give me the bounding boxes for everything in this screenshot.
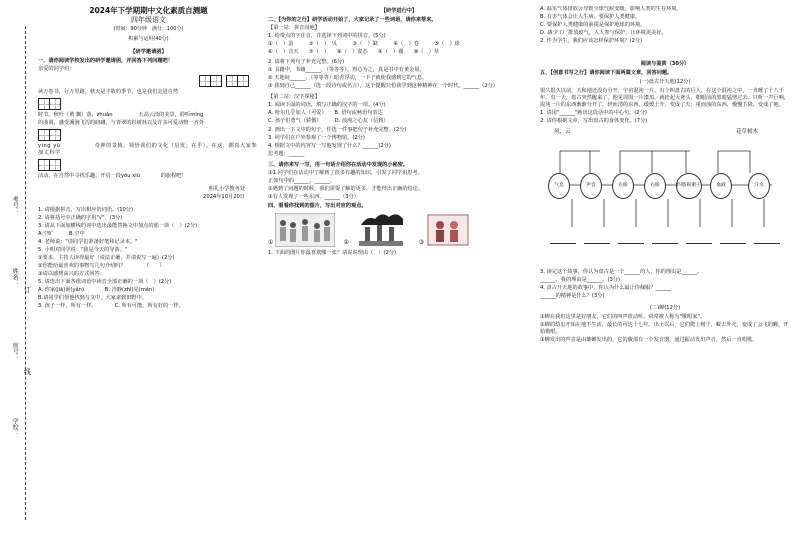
pictures-row: [268, 213, 530, 247]
left-body: [38, 6, 259, 540]
invite-para-1: 读万卷书，行万里路。秋天是丰收的季节，也是我们走进自然: [38, 89, 179, 96]
mid-q6b: 正如句中的______，______。: [268, 178, 336, 185]
piece1-text: 很久很久以前，天和地还没有分开，宇宙混沌一片。有个叫盘古的巨人，在这个混沌之中，一直睡了十八千年。有一天，盘古突然醒来了。他见周围一片漆黑，就抡起大斧头，朝眼前的黑暗猛劈过去。只听一声巨响，混沌一片的东西渐渐分开了。轻而清的东西，缓缓上升，变成了天；重而浊的东西，慢慢下降，变成了地。: [540, 88, 790, 109]
right-rq3: 3. 读完这个故事，你认为盘古是一个______的人，你的理由是______。: [540, 269, 703, 276]
piece2-para: ③蝉发出的声音是由雄蝉发出的，它的腹部有一个发音器，通过振动发出声音，然后一直唱歌。: [540, 337, 758, 344]
left-question: ①要求，主持人读得最好（说法正确，并请说写一遍）(2分): [38, 255, 175, 262]
q2-heading: 二、【为你的之行】研学活动开始了，大家记录了一些词语，请你来帮来。: [268, 17, 437, 24]
part1-title: 【第一站：拼音园地】: [268, 25, 320, 32]
answer-blank[interactable]: [584, 237, 610, 244]
left-question: A. 你家(jiā)诞(yán) B. 冷静(zhǐ)晃(mén): [38, 287, 155, 294]
left-question: 3. 请从下面加横线的词中选出最能替换文中加点的那一项（ ）(2分): [38, 223, 198, 230]
tianzi-box[interactable]: [38, 98, 61, 110]
signature-date: 2024年10月20日: [203, 194, 245, 201]
q5-heading: 五、【创意书写之行】请你阅读下面两篇文章，回答问题。: [540, 70, 673, 77]
invite-para-2: 时节。秋叶（黄 飘）落，zhuǎn 天高云淡的美景，聆听mìnɡ: [38, 112, 204, 119]
right-opt-c: C. 要保护人类健康的前提是保护地球的环境。: [540, 22, 646, 29]
piece1-title: (一)盘古开天地(12分): [639, 79, 691, 86]
pangu-diagram: [540, 127, 790, 267]
mid-q3-opt: C. 孩子们勇气（骄傲） D. 浪漫之心友（信到）: [268, 118, 389, 125]
label-xian: 线: [23, 368, 32, 375]
left-question: ②你能给最喜欢的事物写几句介绍吗？ （ ）: [38, 263, 165, 270]
invite-para-5: 活动，在自然中寻找乐趣，开启一段yōu xiù 的旅程吧！: [38, 173, 187, 180]
middle-column: [268, 6, 530, 540]
section-invite: 【研学邀请函】: [130, 49, 167, 56]
piece2-title: (二)蝉(12分): [649, 305, 681, 312]
mid-q1: 1. 给带点的字注音，并选择下列词中的拼音。(5分): [268, 33, 386, 40]
part2-title: 【第二站：汉字探秘】: [268, 94, 320, 101]
mid-q3: 1. 阅读下面的词语，填写正确的汉字的一项。(4分): [268, 102, 386, 109]
left-question-list: [38, 207, 259, 310]
tianzi-box[interactable]: [38, 159, 61, 171]
tianzi-box[interactable]: [199, 75, 222, 87]
answer-blank[interactable]: [686, 237, 712, 244]
picture-label: ①: [268, 239, 274, 247]
left-question: 4. 老师说："请同学们准备好笔和记录本。": [38, 239, 138, 246]
picture-2: [343, 213, 410, 247]
answer-blank[interactable]: [652, 237, 678, 244]
score-line: 积累与运用(40分): [128, 36, 169, 43]
exam-title: 2024年下学期期中文化素质自测题: [89, 6, 208, 15]
factory-chimney-icon: [351, 213, 411, 247]
binding-margin: [4, 6, 36, 540]
label-ding: 订: [23, 286, 32, 293]
q4-heading: 四、看看你找到的图片，写出对应的观点。: [268, 203, 367, 210]
left-question: 5. 请选出下面各组词语中读音全部正确的一项（ ）(2分): [38, 279, 172, 286]
left-question: 3. 孩子一样，所有一样。 C. 所有可能，所有好的一样。: [38, 303, 184, 310]
label-kaohao: 考号：: [11, 196, 19, 214]
mid-q6d: ③有人发现了一些东西。______（3分）: [268, 194, 359, 201]
reading-title: 阅读与鉴赏（30分）: [640, 61, 690, 68]
right-opt-b: B. 有害气体会让人生病，要保护人类健康。: [540, 14, 641, 21]
diagram-node: 汗水: [748, 173, 770, 199]
diagram-top-label: 风、云: [554, 129, 571, 136]
picture-3: [419, 213, 470, 247]
piece2-para: ②蝉的幼虫开始在地下生活，最长的可达十七年。出土以后，它们爬上树干，蜕去外壳，变成了会飞的蝉，开始歌唱。: [540, 322, 789, 336]
mid-q2: 2. 请将下列句子补充完整。(6分): [268, 59, 345, 66]
picture-label: ②: [343, 239, 349, 247]
mid-q5b: 4. 根据文中的内容写一写他发现了什么？______(2分): [268, 143, 391, 150]
crowd-picture-icon: [275, 213, 335, 247]
picture-label: ③: [418, 239, 425, 247]
mid-q2-row: ① 书籍中，书籍______，（等等等）。得心为之，真是书中有黄金屋。: [268, 67, 425, 74]
diagram-answer-blanks: [550, 237, 780, 244]
label-xingming: 姓名：: [11, 268, 19, 286]
left-question: A.空旷 B.空中: [38, 231, 85, 238]
tianzi-row-4: [38, 159, 259, 171]
invite-para-4: yìng yū 奇神的景致，领悟我们的文化（启发；在乎）。在这，都真大家参加丈科学: [38, 143, 258, 157]
diagram-node: 左眼: [612, 173, 634, 199]
left-column: [4, 6, 259, 540]
mid-q5c: 思考题：______: [268, 151, 305, 158]
answer-blank[interactable]: [618, 237, 644, 244]
people-picture-icon: [426, 213, 470, 247]
invite-para-3: 的曲调，感受溪涧飞泻的磅礴，与青翠的杉树林以及许多可爱动物一齐外: [38, 120, 205, 127]
tianzi-row-2: [38, 98, 259, 110]
diagram-node: 右眼: [644, 173, 666, 199]
picture-1: [268, 213, 335, 247]
mid-q3-opt: A. 哈尔几乎加人（可爱） B. 语句流畅语句表达: [268, 110, 383, 117]
salutation: 亲爱的同学们：: [38, 66, 75, 73]
left-question: 2. 请将括号中正确的字用"√"。(3分): [38, 215, 123, 222]
answer-blank[interactable]: [720, 237, 746, 244]
right-q2: 2. 作为学生，我们应该怎样保护环境？(2分): [540, 38, 643, 45]
mid-q6c: ②遇到了问题的时候，我们需要了解的更多，才能得出正确的结论。: [268, 186, 424, 193]
q1-heading: 一、请你阅读学校发出的研学邀请函，并回答下列问题吧！: [38, 58, 173, 65]
exam-subtitle: 四年级语文: [131, 16, 166, 25]
left-question: ③请以感到高兴的方式回答：: [38, 271, 105, 278]
q3-heading: 三、请你来写一写，用一句话介绍你在活动中发现的小秘密。: [268, 162, 409, 169]
tianzi-row-1: [38, 75, 249, 87]
mid-q1-row: ⑥（ ）音天 ⑦（ ） ⑧（ ）姿态 ⑨（ ）谢 ⑩（ ）草: [268, 49, 440, 56]
diagram-node: 气息: [548, 173, 570, 199]
right-opt-a: A. 温室气体排放会导致全球气候变暖，影响人类的生存环境。: [540, 6, 682, 12]
right-column: [540, 6, 790, 540]
diagram-node: 声音: [580, 173, 602, 199]
tianzi-row-3: [38, 129, 259, 141]
diagram-top-label: 花草树木: [736, 129, 759, 136]
label-xuexiao: 学校：: [11, 418, 19, 436]
right-rq2: 2. 请你根据文章，写出盘古的身体变化。(7分): [540, 118, 648, 125]
mid-q4: 2. 画出一下文中的句子，任选一件事把句子补充完整。(2分): [268, 127, 407, 134]
mid-q1-row: ①（ ）蛋 ②（ ） 贝 ③（ ）缺 ④（ ）卷 ⑤（ ）球: [268, 41, 460, 48]
left-question: 1. 请根据拼音，写出相应的词语。(10分): [38, 207, 134, 214]
mid-q5: 3. 同学们在户外参观了一个博物馆。(2分): [268, 135, 365, 142]
diagram-node: 四肢和躯干: [676, 173, 702, 199]
answer-blank[interactable]: [550, 237, 576, 244]
right-rq4: 4. 盘古开天地的故事中，你认为什么最让你佩服？______: [540, 285, 672, 292]
piece2-para: ①蝉在我们这里是好朋友，它们的叫声很动听，常常被人称为"歌唱家"。: [540, 314, 706, 321]
diagram-node: 血液: [710, 173, 732, 199]
signature-name: 明礼小学教务处: [208, 186, 245, 193]
left-question: 5. 小明对同学说："我是今天的导游。": [38, 247, 128, 254]
cut-line: [25, 26, 26, 520]
right-rq3b: ______，我的理由是______。(3分): [540, 277, 620, 284]
label-zuohao: 座号：: [11, 342, 19, 360]
right-rq1: 1. 请用"______"画出这段话中的中心句。(2分): [540, 110, 647, 117]
answer-blank[interactable]: [754, 237, 780, 244]
right-opt-d: D. 减少工厂排放废气，人人参与保护，让环境更美好。: [540, 30, 667, 37]
exam-meta: (时间：90分钟 满分：100分): [113, 25, 184, 32]
mid-q6: ①1.同学们在活动中了解到了很多有趣的知识，引发了同学们思考。: [268, 170, 423, 177]
section-in-progress: 【研学进行中】: [380, 8, 418, 14]
right-rq4b: ______的精神是什么？(3分): [540, 293, 605, 300]
tianzi-box[interactable]: [38, 129, 61, 141]
mid-q2-row: ② 天地间______，（等等等）暗香浮动，一下子就使我感到它的气息。: [268, 75, 428, 82]
mid-q7: 1. 下面的图片你最喜欢哪一张？请说说理由（ ）(2分): [268, 250, 397, 257]
mid-q2-row: ③ 我到自己______（选一段诗句或名言），这个提醒只怕我学到这种精神在一个时代。______（2分）: [268, 83, 499, 90]
tianzi-box[interactable]: [226, 75, 249, 87]
left-question: B.请同学们帮他找到与文中，大家来到田野中。: [38, 295, 147, 302]
